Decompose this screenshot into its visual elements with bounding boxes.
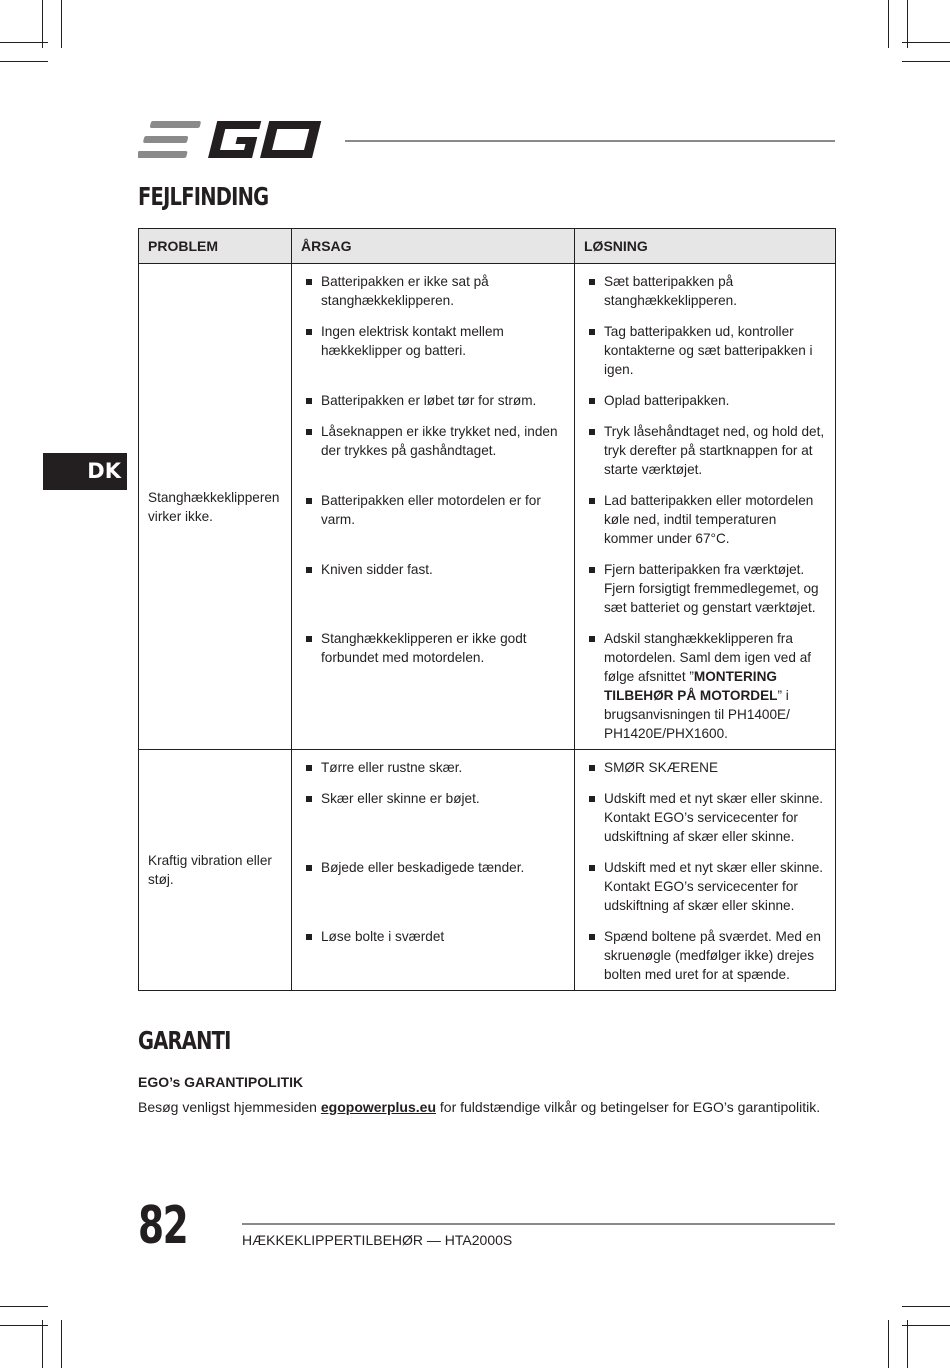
crop-mark — [888, 0, 889, 48]
solution-rich-text: Adskil stanghækkeklipperen fra motordelen. Saml dem igen ved af følge afsnittet ”MONTERING TILBEHØR PÅ MOTORDEL” i brugsanvisningen til PH1400E/ PH1420E/PHX1600. — [604, 631, 812, 741]
crop-mark — [61, 1320, 62, 1368]
bullet-icon — [589, 398, 595, 404]
crop-mark — [0, 61, 48, 62]
bullet-icon — [589, 765, 595, 771]
solution-cell: Lad batteripakken eller motordelen køle ned, indtil temperaturen kommer under 67°C. — [575, 485, 836, 554]
footer-rule — [242, 1223, 835, 1225]
bullet-icon — [589, 636, 595, 642]
cause-cell: Batteripakken eller motordelen er for varm. — [292, 485, 575, 554]
cause-cell: Bøjede eller beskadigede tænder. — [292, 852, 575, 921]
solution-cell: Fjern batteripakken fra værktøjet. Fjern forsigtigt fremmedlegemet, og sæt batteriet og genstart værktøjet. — [575, 554, 836, 623]
bullet-icon — [589, 279, 595, 285]
bullet-icon — [589, 865, 595, 871]
crop-mark — [907, 1320, 908, 1368]
crop-mark — [0, 1325, 48, 1326]
troubleshooting-title: FEJLFINDING — [138, 182, 269, 211]
crop-mark — [902, 1325, 950, 1326]
cause-cell: Batteripakken er ikke sat på stanghækkeklipperen. — [292, 264, 575, 317]
cause-cell: Tørre eller rustne skær. — [292, 750, 575, 784]
solution-cell: Tryk låsehåndtaget ned, og hold det, tryk derefter på startknappen for at starte værktøjet. — [575, 416, 836, 485]
page-number: 82 — [138, 1196, 188, 1256]
language-tab: DK — [43, 453, 127, 490]
table-header-row — [139, 229, 836, 264]
warranty-title: GARANTI — [138, 1026, 231, 1055]
cause-cell: Løse bolte i sværdet — [292, 921, 575, 991]
crop-mark — [888, 1320, 889, 1368]
bullet-icon — [589, 567, 595, 573]
bullet-icon — [306, 429, 312, 435]
cause-cell: Ingen elektrisk kontakt mellem hækkeklipper og batteri. — [292, 316, 575, 385]
bullet-icon — [306, 934, 312, 940]
bullet-icon — [306, 865, 312, 871]
section-reference: MONTERING TILBEHØR PÅ MOTORDEL — [604, 669, 778, 703]
cause-cell: Kniven sidder fast. — [292, 554, 575, 623]
problem-cell: Stanghækkeklipperen virker ikke. — [139, 264, 292, 750]
cause-cell: Skær eller skinne er bøjet. — [292, 783, 575, 852]
table-row — [139, 264, 836, 317]
crop-mark — [0, 1306, 48, 1307]
header-solution: LØSNING — [575, 229, 836, 264]
troubleshooting-table — [138, 228, 836, 991]
bullet-icon — [589, 796, 595, 802]
solution-cell: Oplad batteripakken. — [575, 385, 836, 416]
cause-cell: Låseknappen er ikke trykket ned, inden der trykkes på gashåndtaget. — [292, 416, 575, 485]
solution-cell — [575, 623, 836, 750]
solution-cell: Sæt batteripakken på stanghækkeklipperen. — [575, 264, 836, 317]
solution-cell: Udskift med et nyt skær eller skinne. Kontakt EGO’s servicecenter for udskiftning af skær eller skinne. — [575, 852, 836, 921]
ego-logo — [138, 118, 328, 162]
bullet-icon — [589, 329, 595, 335]
warranty-link[interactable]: egopowerplus.eu — [320, 1099, 436, 1115]
crop-mark — [0, 42, 48, 43]
header-rule — [345, 140, 835, 142]
solution-cell: Spænd boltene på sværdet. Med en skruenøgle (medfølger ikke) drejes bolten med uret for at spænde. — [575, 921, 836, 991]
bullet-icon — [306, 796, 312, 802]
bullet-icon — [306, 279, 312, 285]
bullet-icon — [306, 765, 312, 771]
crop-mark — [42, 1320, 43, 1368]
bullet-icon — [589, 429, 595, 435]
bullet-icon — [589, 934, 595, 940]
cause-cell: Batteripakken er løbet tør for strøm. — [292, 385, 575, 416]
cause-cell: Stanghækkeklipperen er ikke godt forbundet med motordelen. — [292, 623, 575, 750]
bullet-icon — [306, 498, 312, 504]
table-row — [139, 750, 836, 784]
bullet-icon — [306, 636, 312, 642]
crop-mark — [902, 1306, 950, 1307]
warranty-text: Besøg venligst hjemmesiden egopowerplus.eu for fuldstændige vilkår og betingelser for EGO’s garantipolitik. — [138, 1099, 821, 1115]
warranty-subheading: EGO’s GARANTIPOLITIK — [138, 1074, 304, 1090]
crop-mark — [902, 61, 950, 62]
bullet-icon — [306, 398, 312, 404]
header-cause: ÅRSAG — [292, 229, 575, 264]
bullet-icon — [306, 567, 312, 573]
solution-cell: Tag batteripakken ud, kontroller kontakterne og sæt batteripakken i igen. — [575, 316, 836, 385]
bullet-icon — [306, 329, 312, 335]
crop-mark — [42, 0, 43, 48]
solution-cell: SMØR SKÆRENE — [575, 750, 836, 784]
crop-mark — [61, 0, 62, 48]
bullet-icon — [589, 498, 595, 504]
footer-title: HÆKKEKLIPPERTILBEHØR — HTA2000S — [242, 1232, 513, 1248]
crop-mark — [907, 0, 908, 48]
crop-mark — [902, 42, 950, 43]
header-problem: PROBLEM — [139, 229, 292, 264]
solution-cell: Udskift med et nyt skær eller skinne. Kontakt EGO’s servicecenter for udskiftning af skær eller skinne. — [575, 783, 836, 852]
problem-cell: Kraftig vibration eller støj. — [139, 750, 292, 991]
